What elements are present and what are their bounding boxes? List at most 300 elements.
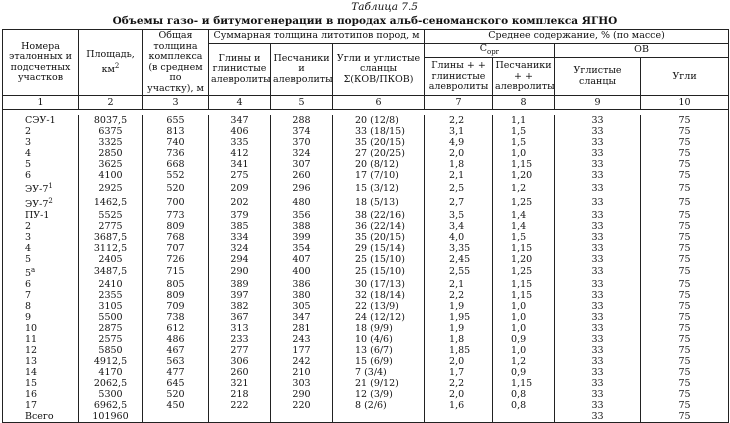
- cell-total: 700: [143, 196, 209, 210]
- table-row: [3, 159, 729, 170]
- cell-site: 5$^a$: [3, 265, 79, 279]
- cell-site: $ЭУ-7^1$: [3, 181, 79, 195]
- cell-corg-sand: 1,15: [493, 279, 555, 290]
- data-table: [2, 29, 729, 423]
- table-body: [3, 110, 729, 422]
- cell-sand: 374: [271, 126, 333, 137]
- cell-corg-clay: 2,0: [425, 148, 493, 159]
- cell-area: 6962,5: [79, 400, 143, 411]
- cell-shale: 33: [555, 159, 641, 170]
- cell-area: 3687,5: [79, 232, 143, 243]
- cell-site: 13: [3, 356, 79, 367]
- cell-total: 726: [143, 254, 209, 265]
- cell-coals: 75: [641, 126, 729, 137]
- cell-corg-sand: 0,9: [493, 367, 555, 378]
- column-number: 7: [425, 96, 493, 110]
- cell-coals: 75: [641, 196, 729, 210]
- table-row: [3, 181, 729, 195]
- header-total-thickness: Общая толщина комплекса (в среднем по участку), м: [143, 30, 209, 96]
- cell-site: 6: [3, 170, 79, 181]
- cell-coals: 75: [641, 254, 729, 265]
- header-coals-shales: Угли и углистые сланцы Σ(КОВ/ПКОВ): [333, 44, 425, 96]
- cell-site: 16: [3, 389, 79, 400]
- cell-area: 6375: [79, 126, 143, 137]
- cell-clay: 321: [209, 378, 271, 389]
- cell-shale: 33: [555, 170, 641, 181]
- header-sites: Номера эталонных и подсчетных участков: [3, 30, 79, 96]
- cell-sand: 260: [271, 170, 333, 181]
- column-numbers: [3, 96, 729, 110]
- cell-sand: 370: [271, 137, 333, 148]
- table-row: [3, 243, 729, 254]
- header-corg: $С_{орг}$: [425, 44, 555, 58]
- cell-area: 2355: [79, 290, 143, 301]
- header-corg-sandstones: Песчаники + + алевролиты: [493, 58, 555, 96]
- cell-coals: 75: [641, 389, 729, 400]
- table-caption: Таблица 7.5: [351, 1, 418, 13]
- cell-corg-sand: 1,15: [493, 378, 555, 389]
- cell-coals: 75: [641, 243, 729, 254]
- cell-site: 3: [3, 232, 79, 243]
- cell-clay: 382: [209, 301, 271, 312]
- cell-corg-clay: 2,5: [425, 181, 493, 195]
- cell-sand: 305: [271, 301, 333, 312]
- cell-coals: 75: [641, 312, 729, 323]
- cell-corg-clay: 1,85: [425, 345, 493, 356]
- table-row: [3, 312, 729, 323]
- table-row: [3, 210, 729, 221]
- cell-coal: 15 (6/9): [333, 356, 425, 367]
- cell-site: 2: [3, 126, 79, 137]
- cell-area: 5300: [79, 389, 143, 400]
- cell-shale: 33: [555, 279, 641, 290]
- cell-sand: 281: [271, 323, 333, 334]
- cell-clay: 397: [209, 290, 271, 301]
- cell-clay: 306: [209, 356, 271, 367]
- cell-clay: 260: [209, 367, 271, 378]
- table-row: [3, 411, 729, 423]
- cell-coals: 75: [641, 137, 729, 148]
- column-number: 10: [641, 96, 729, 110]
- cell-corg-clay: 1,7: [425, 367, 493, 378]
- cell-total: 486: [143, 334, 209, 345]
- cell-site: 11: [3, 334, 79, 345]
- cell-shale: 33: [555, 378, 641, 389]
- cell-shale: 33: [555, 356, 641, 367]
- cell-shale: 33: [555, 323, 641, 334]
- cell-coal: 20 (12/8): [333, 115, 425, 126]
- cell-coals: 75: [641, 400, 729, 411]
- cell-corg-clay: 1,95: [425, 312, 493, 323]
- cell-corg-sand: 1,0: [493, 312, 555, 323]
- cell-sand: [271, 411, 333, 423]
- cell-sand: 303: [271, 378, 333, 389]
- cell-area: 5500: [79, 312, 143, 323]
- column-number: 3: [143, 96, 209, 110]
- table-row: [3, 356, 729, 367]
- cell-corg-clay: 4,0: [425, 232, 493, 243]
- cell-total: 655: [143, 115, 209, 126]
- cell-sand: 242: [271, 356, 333, 367]
- cell-site: 4: [3, 243, 79, 254]
- cell-clay: 313: [209, 323, 271, 334]
- cell-corg-clay: 2,2: [425, 290, 493, 301]
- cell-sand: 307: [271, 159, 333, 170]
- cell-clay: 324: [209, 243, 271, 254]
- table-row: [3, 378, 729, 389]
- table-row: [3, 345, 729, 356]
- cell-coals: 75: [641, 210, 729, 221]
- cell-coals: 75: [641, 221, 729, 232]
- cell-site: 12: [3, 345, 79, 356]
- cell-coal: 36 (22/14): [333, 221, 425, 232]
- cell-area: 4100: [79, 170, 143, 181]
- cell-coals: 75: [641, 345, 729, 356]
- cell-site: ПУ-1: [3, 210, 79, 221]
- cell-coal: 35 (20/15): [333, 137, 425, 148]
- column-number: 5: [271, 96, 333, 110]
- cell-corg-sand: 1,4: [493, 210, 555, 221]
- cell-site: 17: [3, 400, 79, 411]
- cell-total: 450: [143, 400, 209, 411]
- cell-sand: 210: [271, 367, 333, 378]
- cell-corg-sand: 0,8: [493, 400, 555, 411]
- cell-coal: 24 (12/12): [333, 312, 425, 323]
- cell-corg-sand: 1,15: [493, 243, 555, 254]
- cell-site: 7: [3, 290, 79, 301]
- cell-shale: 33: [555, 411, 641, 423]
- cell-clay: 222: [209, 400, 271, 411]
- cell-total: 768: [143, 232, 209, 243]
- cell-corg-sand: 1,20: [493, 170, 555, 181]
- cell-clay: 290: [209, 265, 271, 279]
- cell-corg-sand: 0,9: [493, 334, 555, 345]
- column-number: 9: [555, 96, 641, 110]
- cell-shale: 33: [555, 389, 641, 400]
- cell-sand: 480: [271, 196, 333, 210]
- cell-area: 101960: [79, 411, 143, 423]
- cell-site: Всего: [3, 411, 79, 423]
- cell-site: 8: [3, 301, 79, 312]
- cell-clay: 412: [209, 148, 271, 159]
- cell-coal: 18 (9/9): [333, 323, 425, 334]
- cell-coals: 75: [641, 367, 729, 378]
- table-row: [3, 148, 729, 159]
- cell-corg-clay: 3,5: [425, 210, 493, 221]
- cell-coal: 12 (3/9): [333, 389, 425, 400]
- cell-total: 552: [143, 170, 209, 181]
- cell-clay: 277: [209, 345, 271, 356]
- cell-sand: 347: [271, 312, 333, 323]
- table-row: [3, 115, 729, 126]
- cell-corg-sand: 1,0: [493, 345, 555, 356]
- cell-total: [143, 411, 209, 423]
- header-sandstones: Песчаники и алевролиты: [271, 44, 333, 96]
- cell-coal: 7 (3/4): [333, 367, 425, 378]
- column-number: 1: [3, 96, 79, 110]
- cell-area: 3487,5: [79, 265, 143, 279]
- cell-corg-sand: 1,0: [493, 148, 555, 159]
- cell-shale: 33: [555, 232, 641, 243]
- cell-coal: 38 (22/16): [333, 210, 425, 221]
- cell-total: 477: [143, 367, 209, 378]
- cell-coal: [333, 411, 425, 423]
- cell-shale: 33: [555, 126, 641, 137]
- cell-shale: 33: [555, 345, 641, 356]
- cell-clay: 218: [209, 389, 271, 400]
- cell-shale: 33: [555, 312, 641, 323]
- cell-corg-clay: 2,2: [425, 115, 493, 126]
- cell-area: 5525: [79, 210, 143, 221]
- table-header: [3, 30, 729, 110]
- cell-shale: 33: [555, 137, 641, 148]
- cell-total: 740: [143, 137, 209, 148]
- cell-clay: 385: [209, 221, 271, 232]
- cell-clay: 209: [209, 181, 271, 195]
- cell-area: 2925: [79, 181, 143, 195]
- cell-coals: 75: [641, 159, 729, 170]
- cell-coal: 13 (6/7): [333, 345, 425, 356]
- cell-shale: 33: [555, 254, 641, 265]
- cell-total: 612: [143, 323, 209, 334]
- cell-shale: 33: [555, 181, 641, 195]
- cell-corg-clay: 2,1: [425, 170, 493, 181]
- cell-corg-clay: 2,45: [425, 254, 493, 265]
- cell-area: 4170: [79, 367, 143, 378]
- cell-total: 809: [143, 221, 209, 232]
- table-row: [3, 232, 729, 243]
- cell-coal: 29 (15/14): [333, 243, 425, 254]
- cell-clay: 389: [209, 279, 271, 290]
- cell-total: 563: [143, 356, 209, 367]
- cell-shale: 33: [555, 221, 641, 232]
- cell-total: 738: [143, 312, 209, 323]
- table-row: [3, 170, 729, 181]
- cell-area: 2850: [79, 148, 143, 159]
- cell-corg-sand: 0,8: [493, 389, 555, 400]
- cell-coal: 32 (18/14): [333, 290, 425, 301]
- cell-corg-clay: 1,8: [425, 159, 493, 170]
- cell-sand: 399: [271, 232, 333, 243]
- cell-coal: 17 (7/10): [333, 170, 425, 181]
- cell-total: 715: [143, 265, 209, 279]
- cell-corg-sand: 1,0: [493, 323, 555, 334]
- cell-corg-clay: 3,35: [425, 243, 493, 254]
- cell-area: 8037,5: [79, 115, 143, 126]
- cell-sand: 356: [271, 210, 333, 221]
- table-row: [3, 334, 729, 345]
- cell-clay: 275: [209, 170, 271, 181]
- table-row: [3, 137, 729, 148]
- cell-total: 809: [143, 290, 209, 301]
- cell-corg-sand: 1,20: [493, 254, 555, 265]
- cell-clay: 233: [209, 334, 271, 345]
- column-number: 6: [333, 96, 425, 110]
- cell-shale: 33: [555, 367, 641, 378]
- cell-corg-clay: 2,0: [425, 356, 493, 367]
- cell-corg-clay: 4,9: [425, 137, 493, 148]
- cell-site: 6: [3, 279, 79, 290]
- cell-sand: 296: [271, 181, 333, 195]
- cell-shale: 33: [555, 196, 641, 210]
- cell-sand: 177: [271, 345, 333, 356]
- cell-area: 3625: [79, 159, 143, 170]
- cell-corg-clay: 2,0: [425, 389, 493, 400]
- cell-corg-clay: 1,9: [425, 323, 493, 334]
- cell-corg-sand: 1,2: [493, 356, 555, 367]
- cell-corg-sand: [493, 411, 555, 423]
- cell-coal: 21 (9/12): [333, 378, 425, 389]
- cell-clay: 406: [209, 126, 271, 137]
- cell-coals: 75: [641, 115, 729, 126]
- header-ov-shales: Углистые сланцы: [555, 58, 641, 96]
- cell-coal: 30 (17/13): [333, 279, 425, 290]
- cell-site: 9: [3, 312, 79, 323]
- cell-corg-clay: 1,8: [425, 334, 493, 345]
- cell-site: 5: [3, 254, 79, 265]
- table-row: [3, 126, 729, 137]
- cell-coals: 75: [641, 181, 729, 195]
- cell-sand: 407: [271, 254, 333, 265]
- cell-shale: 33: [555, 334, 641, 345]
- cell-corg-sand: 1,0: [493, 301, 555, 312]
- cell-coals: 75: [641, 232, 729, 243]
- table-row: [3, 279, 729, 290]
- cell-coal: 10 (4/6): [333, 334, 425, 345]
- cell-total: 467: [143, 345, 209, 356]
- cell-corg-clay: 3,1: [425, 126, 493, 137]
- table-row: [3, 400, 729, 411]
- cell-corg-sand: 1,15: [493, 290, 555, 301]
- header-ov-coals: Угли: [641, 58, 729, 96]
- table-row: [3, 290, 729, 301]
- cell-total: 668: [143, 159, 209, 170]
- cell-sand: 243: [271, 334, 333, 345]
- cell-coals: 75: [641, 356, 729, 367]
- cell-shale: 33: [555, 243, 641, 254]
- cell-coals: 75: [641, 301, 729, 312]
- table-row: [3, 265, 729, 279]
- cell-corg-clay: 2,1: [425, 279, 493, 290]
- table-row: [3, 389, 729, 400]
- cell-sand: 380: [271, 290, 333, 301]
- cell-area: 2062,5: [79, 378, 143, 389]
- cell-site: 4: [3, 148, 79, 159]
- cell-shale: 33: [555, 301, 641, 312]
- table-row: [3, 221, 729, 232]
- cell-area: 3105: [79, 301, 143, 312]
- cell-corg-clay: 2,7: [425, 196, 493, 210]
- cell-shale: 33: [555, 290, 641, 301]
- cell-total: 520: [143, 389, 209, 400]
- cell-corg-clay: 2,2: [425, 378, 493, 389]
- cell-sand: 324: [271, 148, 333, 159]
- cell-coal: 33 (18/15): [333, 126, 425, 137]
- cell-sand: 388: [271, 221, 333, 232]
- cell-site: $ЭУ-7^2$: [3, 196, 79, 210]
- header-group-content: Среднее содержание, % (по массе): [425, 30, 729, 44]
- cell-coals: 75: [641, 323, 729, 334]
- cell-coals: 75: [641, 279, 729, 290]
- cell-site: СЭУ-1: [3, 115, 79, 126]
- cell-coal: 27 (20/25): [333, 148, 425, 159]
- cell-clay: 334: [209, 232, 271, 243]
- cell-coal: 8 (2/6): [333, 400, 425, 411]
- cell-total: 707: [143, 243, 209, 254]
- cell-corg-clay: 1,9: [425, 301, 493, 312]
- cell-corg-sand: 1,5: [493, 126, 555, 137]
- cell-sand: 354: [271, 243, 333, 254]
- table-title: Объемы газо- и битумогенерации в породах альб-сеноманского комплекса ЯГНО: [112, 15, 618, 27]
- cell-coals: 75: [641, 334, 729, 345]
- cell-total: 645: [143, 378, 209, 389]
- cell-site: 2: [3, 221, 79, 232]
- table-row: [3, 367, 729, 378]
- cell-corg-clay: 1,6: [425, 400, 493, 411]
- cell-corg-sand: 1,5: [493, 137, 555, 148]
- header-ov: ОВ: [555, 44, 729, 58]
- cell-area: 3325: [79, 137, 143, 148]
- cell-coals: 75: [641, 170, 729, 181]
- table-row: [3, 196, 729, 210]
- cell-sand: 400: [271, 265, 333, 279]
- cell-coals: 75: [641, 265, 729, 279]
- cell-area: 1462,5: [79, 196, 143, 210]
- cell-shale: 33: [555, 148, 641, 159]
- cell-corg-sand: 1,25: [493, 265, 555, 279]
- column-number: 8: [493, 96, 555, 110]
- cell-coal: 18 (5/13): [333, 196, 425, 210]
- cell-sand: 386: [271, 279, 333, 290]
- cell-coal: 35 (20/15): [333, 232, 425, 243]
- table-row: [3, 254, 729, 265]
- cell-corg-clay: 3,4: [425, 221, 493, 232]
- cell-clay: 347: [209, 115, 271, 126]
- header-clays: Глины и глинистые алевролиты: [209, 44, 271, 96]
- cell-shale: 33: [555, 265, 641, 279]
- cell-clay: 294: [209, 254, 271, 265]
- cell-site: 14: [3, 367, 79, 378]
- cell-coals: 75: [641, 290, 729, 301]
- table-row: [3, 323, 729, 334]
- cell-corg-sand: 1,4: [493, 221, 555, 232]
- cell-corg-sand: 1,1: [493, 115, 555, 126]
- cell-sand: 290: [271, 389, 333, 400]
- cell-clay: 202: [209, 196, 271, 210]
- cell-coals: 75: [641, 411, 729, 423]
- cell-area: 2775: [79, 221, 143, 232]
- cell-site: 3: [3, 137, 79, 148]
- cell-clay: 335: [209, 137, 271, 148]
- cell-shale: 33: [555, 210, 641, 221]
- cell-coal: 25 (15/10): [333, 254, 425, 265]
- cell-coal: 22 (13/9): [333, 301, 425, 312]
- cell-corg-clay: [425, 411, 493, 423]
- cell-total: 813: [143, 126, 209, 137]
- cell-site: 15: [3, 378, 79, 389]
- cell-corg-sand: 1,5: [493, 232, 555, 243]
- table-row: [3, 301, 729, 312]
- cell-coal: 25 (15/10): [333, 265, 425, 279]
- header-corg-clays: Глины + + глинистые алевролиты: [425, 58, 493, 96]
- cell-site: 5: [3, 159, 79, 170]
- cell-sand: 220: [271, 400, 333, 411]
- cell-corg-sand: 1,2: [493, 181, 555, 195]
- header-group-thickness: Суммарная толщина литотипов пород, м: [209, 30, 425, 44]
- cell-coal: 15 (3/12): [333, 181, 425, 195]
- cell-corg-clay: 2,55: [425, 265, 493, 279]
- cell-area: 2875: [79, 323, 143, 334]
